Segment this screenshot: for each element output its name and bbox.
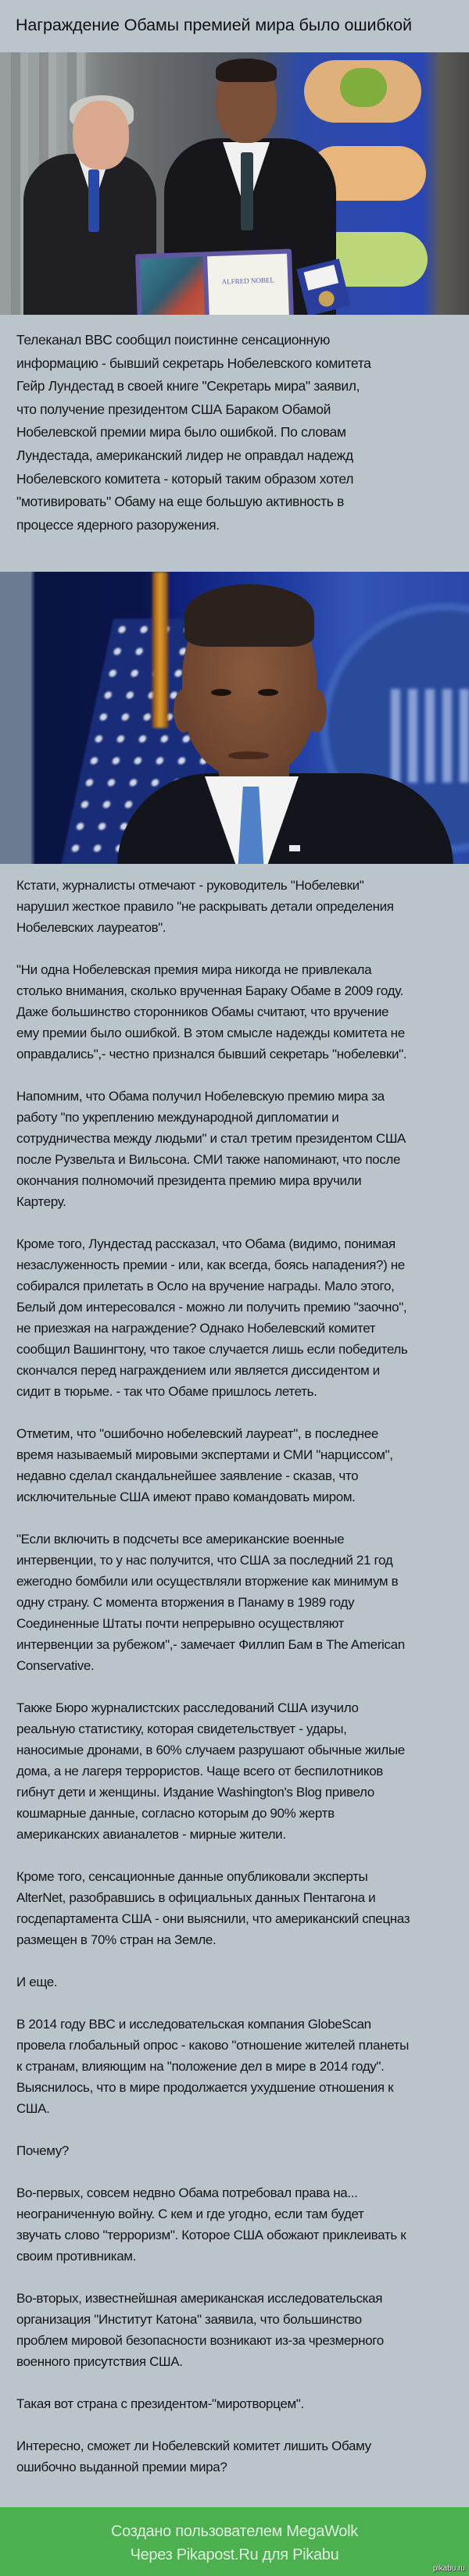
text-line: Кроме того, сенсационные данные опубликовали эксперты xyxy=(16,1869,368,1884)
via-pikapost-text: Через Pikapost.Ru для Pikabu xyxy=(130,2546,339,2564)
text-line: интервенции за рубежом",- замечает Филлип Бам в The American xyxy=(16,1637,405,1652)
text-line: размещен в 70% стран на Земле. xyxy=(16,1932,217,1947)
paragraph-spacer xyxy=(0,2119,469,2140)
diploma-page xyxy=(207,254,290,315)
text-line: "мотивировать" Обаму на еще большую активность в xyxy=(16,494,344,510)
intro-paragraph xyxy=(0,315,469,572)
text-line: Conservative. xyxy=(16,1658,95,1673)
text-line: недавно сделал скандальнейшее заявление - сказав, что xyxy=(16,1468,359,1483)
text-line: одну страну. С момента вторжения в Панаму в 1989 году xyxy=(16,1595,355,1610)
text-line: столько внимания, сколько врученная Бараку Обаме в 2009 году. xyxy=(16,983,403,998)
text-line: сидит в тюрьме. - так что Обаме пришлось лететь. xyxy=(16,1384,317,1399)
text-line: скончался перед награждением или является диссидентом и xyxy=(16,1363,380,1378)
nobel-medal xyxy=(317,289,336,308)
paragraph-spacer xyxy=(0,1402,469,1423)
article-body xyxy=(0,864,469,2507)
text-line: сотрудничества между людьми" и стал третим президентом США xyxy=(16,1131,406,1146)
text-line: госдепартамента США - они выяснили, что американский спецназ xyxy=(16,1911,410,1926)
created-by-text: Создано пользователем MegaWolk xyxy=(111,2523,358,2540)
text-line: после Рузвельта и Вильсона. СМИ также напоминают, что после xyxy=(16,1152,401,1167)
text-line: исключительные США имеют право командовать миром. xyxy=(16,1490,356,1504)
text-line: собирался прилетать в Осло на вручение награды. Мало этого, xyxy=(16,1279,395,1293)
text-line: ему премии было ошибкой. В этом смысле надежды комитета не xyxy=(16,1026,405,1040)
head xyxy=(73,101,129,169)
text-line: AlterNet, разобравшись в официальных данных Пентагона и xyxy=(16,1890,376,1905)
hair xyxy=(216,59,277,82)
text-line: наносимые дронами, в 60% случаем разрушают обычные жилые xyxy=(16,1743,405,1757)
text-line: окончания полномочий президента премию мира вручили xyxy=(16,1173,362,1188)
text-line: оправдались",- честно признался бывший секретарь "нобелевки". xyxy=(16,1047,407,1061)
text-line: И еще. xyxy=(16,1975,58,1989)
text-line: Почему? xyxy=(16,2143,69,2158)
text-line: США. xyxy=(16,2101,50,2116)
footer xyxy=(0,2507,469,2576)
text-line: Во-первых, совсем недвно Обама потребовал права на... xyxy=(16,2185,358,2200)
text-line: работу "по укреплению международной дипломатии и xyxy=(16,1110,339,1125)
text-line: интервенции, то у нас получится, что США за последний 21 год xyxy=(16,1553,393,1568)
paragraph-spacer xyxy=(0,1676,469,1697)
text-line: "Если включить в подсчеты все американские военные xyxy=(16,1532,345,1547)
tie xyxy=(241,152,253,230)
text-line: Нобелевского комитета - который таким образом хотел xyxy=(16,470,354,487)
text-line: "Ни одна Нобелевская премия мира никогда не привлекала xyxy=(16,962,372,977)
text-line: не приезжая на награждение? Однако Нобелевский комитет xyxy=(16,1321,376,1336)
flag-pin xyxy=(289,845,300,851)
tie xyxy=(88,169,99,232)
text-line: Напомним, что Обама получил Нобелевскую премию мира за xyxy=(16,1089,385,1104)
paragraph-spacer xyxy=(0,1845,469,1866)
text-line: своим противникам. xyxy=(16,2249,137,2264)
post-title: Награждение Обамы премией мира было ошибкой xyxy=(16,16,412,34)
flag-pole xyxy=(152,572,168,728)
text-line: провела глобальный опрос - каково "отношение жителей планеты xyxy=(16,2038,409,2053)
text-line: процессе ядерного разоружения. xyxy=(16,516,220,533)
text-line: американских авианалетов - мирные жители. xyxy=(16,1827,286,1842)
paragraph-spacer xyxy=(0,2267,469,2288)
diploma-text: ALFRED NOBEL xyxy=(221,276,275,286)
text-line: организация "Институт Катона" заявила, что большинство xyxy=(16,2312,362,2327)
text-line: Лундестада, американский лидер не оправдал надежд xyxy=(16,447,353,463)
text-line: гибнут дети и женщины. Издание Washington's Blog привело xyxy=(16,1785,374,1800)
paragraph-spacer xyxy=(0,2161,469,2182)
text-line: информацию - бывший секретарь Нобелевского комитета xyxy=(16,355,371,371)
paragraph-spacer xyxy=(0,1993,469,2014)
text-line: что получение президентом США Бараком Обамой xyxy=(16,401,331,417)
text-line: Интересно, сможет ли Нобелевский комитет лишить Обаму xyxy=(16,2439,371,2453)
nobel-ceremony-photo xyxy=(0,52,469,315)
text-line: Белый дом интересовался - можно ли получить премию "заочно", xyxy=(16,1300,407,1315)
eye xyxy=(258,689,278,696)
text-line: ежегодно бомбили или осуществляли вторжение как минимум в xyxy=(16,1574,399,1589)
text-line: военного присутствия США. xyxy=(16,2354,183,2369)
text-line: сообщил Вашингтону, что такое случается лишь если победитель xyxy=(16,1342,408,1357)
paragraph-spacer xyxy=(0,1507,469,1529)
text-line: Соединенные Штаты почти непрерывно осуществляют xyxy=(16,1616,345,1631)
hair xyxy=(184,584,314,647)
text-line: Гейр Лундестад в своей книге "Секретарь мира" заявил, xyxy=(16,378,360,394)
white-house-emblem xyxy=(391,689,469,783)
text-line: неограниченную войну. С кем и где угодно, если там будет xyxy=(16,2207,364,2221)
text-line: к странам, влияющим на "положение дел в мире в 2014 году". xyxy=(16,2059,385,2074)
eye xyxy=(211,689,231,696)
text-line: Во-вторых, известнейшная американская исследовательская xyxy=(16,2291,383,2306)
text-line: Нобелевской премии мира было ошибкой. По словам xyxy=(16,424,346,441)
text-line: Отметим, что "ошибочно нобелевский лауреат", в последнее xyxy=(16,1426,378,1441)
text-line: время называемый мировыми экспертами и СМИ "нарциссом", xyxy=(16,1447,393,1462)
text-line: реальную статистику, которая свидетельствует - удары, xyxy=(16,1721,347,1736)
paragraph-spacer xyxy=(0,1950,469,1971)
text-line: Картеру. xyxy=(16,1194,66,1209)
text-line: В 2014 году BBC и исследовательская компания GlobeScan xyxy=(16,2017,371,2032)
text-line: Кроме того, Лундестад рассказал, что Обама (видимо, понимая xyxy=(16,1236,396,1251)
text-line: кошмарные данные, согласно которым до 90% жертв xyxy=(16,1806,335,1821)
text-line: звучать слово "терроризм". Которое США обожают приклеивать к xyxy=(16,2228,406,2242)
diploma-artwork xyxy=(140,257,206,315)
text-line: Также Бюро журналистских расследований США изучило xyxy=(16,1700,359,1715)
paragraph-spacer xyxy=(0,1065,469,1086)
paragraph-spacer xyxy=(0,2414,469,2435)
text-line: Телеканал BBC сообщил поистинне сенсационную xyxy=(16,332,330,348)
text-line: Нобелевских лауреатов". xyxy=(16,920,166,935)
text-line: незаслуженность премии - или, как всегда, боясь нападения?) не xyxy=(16,1258,405,1272)
text-line: нарушил жесткое правило "не раскрывать детали определения xyxy=(16,899,394,914)
text-line: проблем мировой безопасности возникают из-за чрезмерного xyxy=(16,2333,384,2348)
text-line: Даже большинство сторонников Обамы считают, что вручение xyxy=(16,1004,389,1019)
paragraph-spacer xyxy=(0,2372,469,2393)
pikabu-watermark: pikabu.ru xyxy=(432,2564,465,2573)
text-line: Кстати, журналисты отмечают - руководитель "Нобелевки" xyxy=(16,878,364,893)
text-line: ошибочно выданной премии мира? xyxy=(16,2460,227,2474)
text-line: дома, а не лагеря террористов. Чаще всего от беспилотников xyxy=(16,1764,383,1779)
paragraph-spacer xyxy=(0,938,469,959)
obama-portrait-photo xyxy=(0,572,469,864)
text-line: Такая вот страна с президентом-"миротворцем". xyxy=(16,2396,304,2411)
title-bar xyxy=(0,0,469,52)
mouth xyxy=(228,751,269,759)
text-line: Выяснилось, что в мире продолжается ухудшение отношения к xyxy=(16,2080,394,2095)
paragraph-spacer xyxy=(0,1212,469,1233)
nobel-diploma xyxy=(135,249,295,315)
